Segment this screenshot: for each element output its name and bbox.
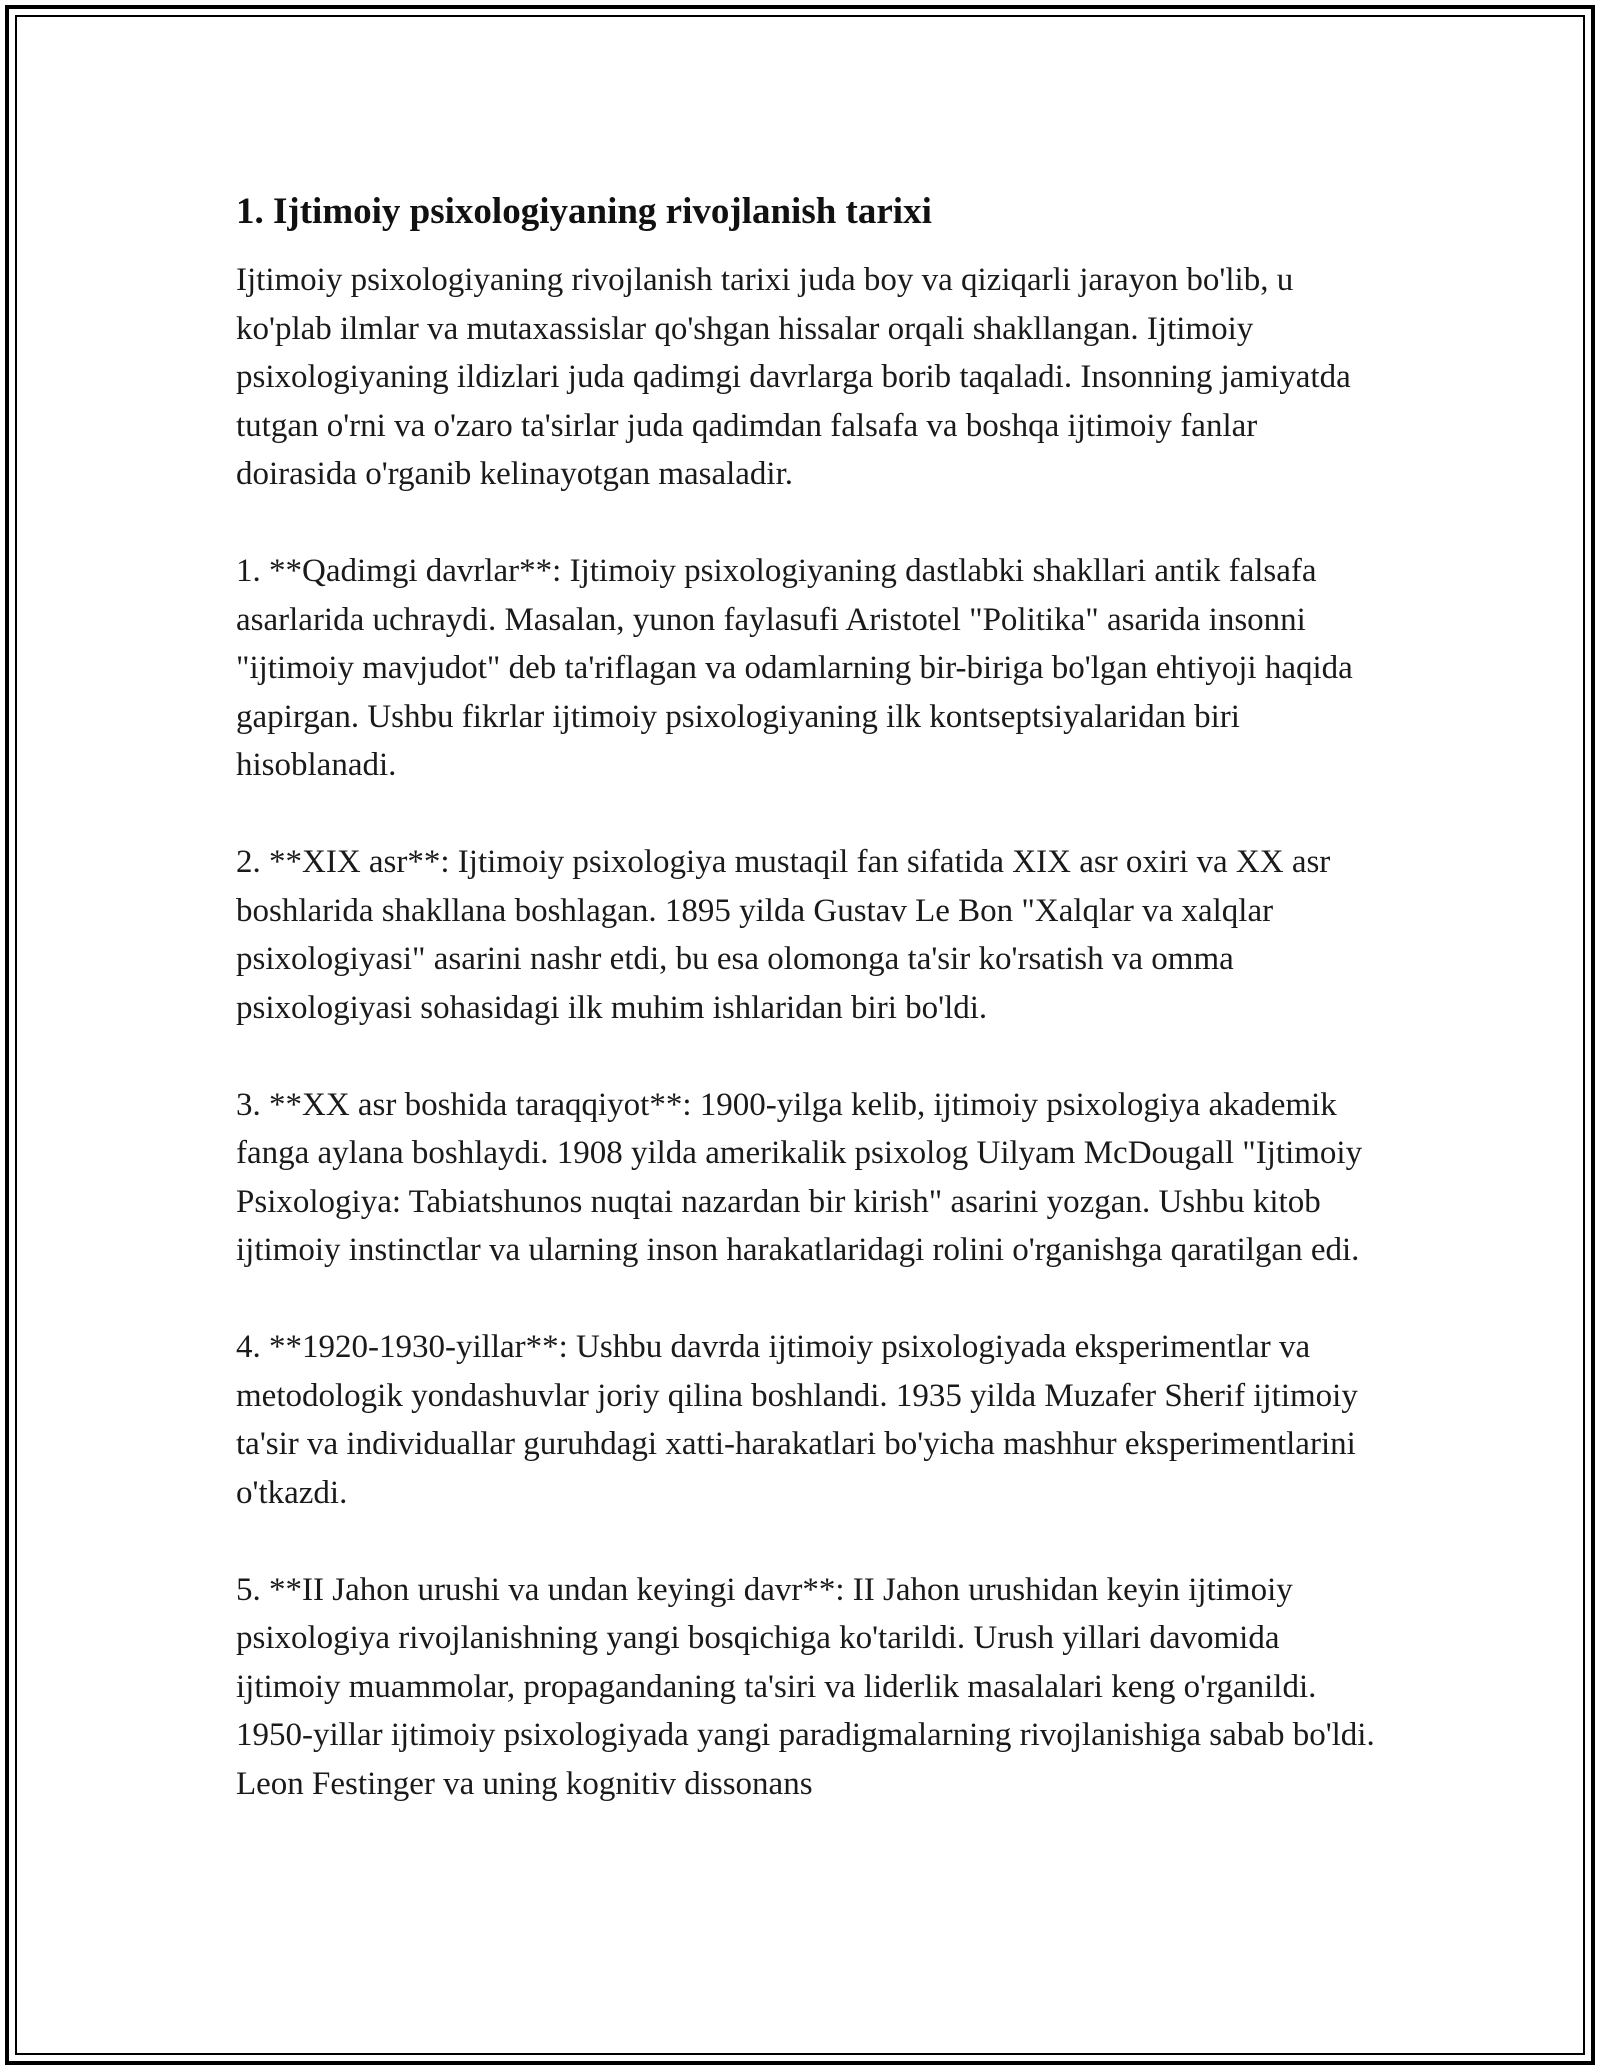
paragraph-1920-1930: 4. **1920-1930-yillar**: Ushbu davrda ijtimoiy psixologiyada eksperimentlar va metodologik yondashuvlar joriy qilina boshlandi. 1935 yilda Muzafer Sherif ijtimoiy ta'sir va individuallar guruhdagi xatti-harakatlari bo'yicha mashhur eksperimentlarini o'tkazdi. <box>236 1329 1358 1511</box>
intro-paragraph: Ijtimoiy psixologiyaning rivojlanish tarixi juda boy va qiziqarli jarayon bo'lib, u ko'plab ilmlar va mutaxassislar qo'shgan hissalar orqali shakllangan. Ijtimoiy psixologiyaning ildizlari juda qadimgi davrlarga borib taqaladi. Insonning jamiyatda tutgan o'rni va o'zaro ta'sirlar juda qadimdan falsafa va boshqa ijtimoiy fanlar doirasida o'rganib kelinayotgan masaladir. <box>236 262 1351 492</box>
document-body <box>236 186 1386 1857</box>
paragraph-early-20th-century: 3. **XX asr boshida taraqqiyot**: 1900-yilga kelib, ijtimoiy psixologiya akademik fanga aylana boshlaydi. 1908 yilda amerikalik psixolog Uilyam McDougall "Ijtimoiy Psixologiya: Tabiatshunos nuqtai nazardan bir kirish" asarini yozgan. Ushbu kitob ijtimoiy instinctlar va ularning inson harakatlaridagi rolini o'rganishga qaratilgan edi. <box>236 1086 1363 1268</box>
paragraph-ww2-period: 5. **II Jahon urushi va undan keyingi davr**: II Jahon urushidan keyin ijtimoiy psixologiya rivojlanishning yangi bosqichiga ko'tarildi. Urush yillari davomida ijtimoiy muammolar, propagandaning ta'siri va liderlik masalalari keng o'rganildi. 1950-yillar ijtimoiy psixologiyada yangi paradigmalarning rivojlanishiga sabab bo'ldi. Leon Festinger va uning kognitiv dissonans <box>236 1571 1375 1802</box>
paragraph-ancient-period: 1. **Qadimgi davrlar**: Ijtimoiy psixologiyaning dastlabki shakllari antik falsafa asarlarida uchraydi. Masalan, yunon faylasufi Aristotel "Politika" asarida insonni "ijtimoiy mavjudot" deb ta'riflagan va odamlarning bir-biriga bo'lgan ehtiyoji haqida gapirgan. Ushbu fikrlar ijtimoiy psixologiyaning ilk kontseptsiyalaridan biri hisoblanadi. <box>236 553 1353 783</box>
section-heading: 1. Ijtimoiy psixologiyaning rivojlanish tarixi <box>236 191 932 232</box>
paragraph-19th-century: 2. **XIX asr**: Ijtimoiy psixologiya mustaqil fan sifatida XIX asr oxiri va XX asr boshlarida shakllana boshlagan. 1895 yilda Gustav Le Bon "Xalqlar va xalqlar psixologiyasi" asarini nashr etdi, bu esa olomonga ta'sir ko'rsatish va omma psixologiyasi sohasidagi ilk muhim ishlaridan biri bo'ldi. <box>236 844 1331 1026</box>
